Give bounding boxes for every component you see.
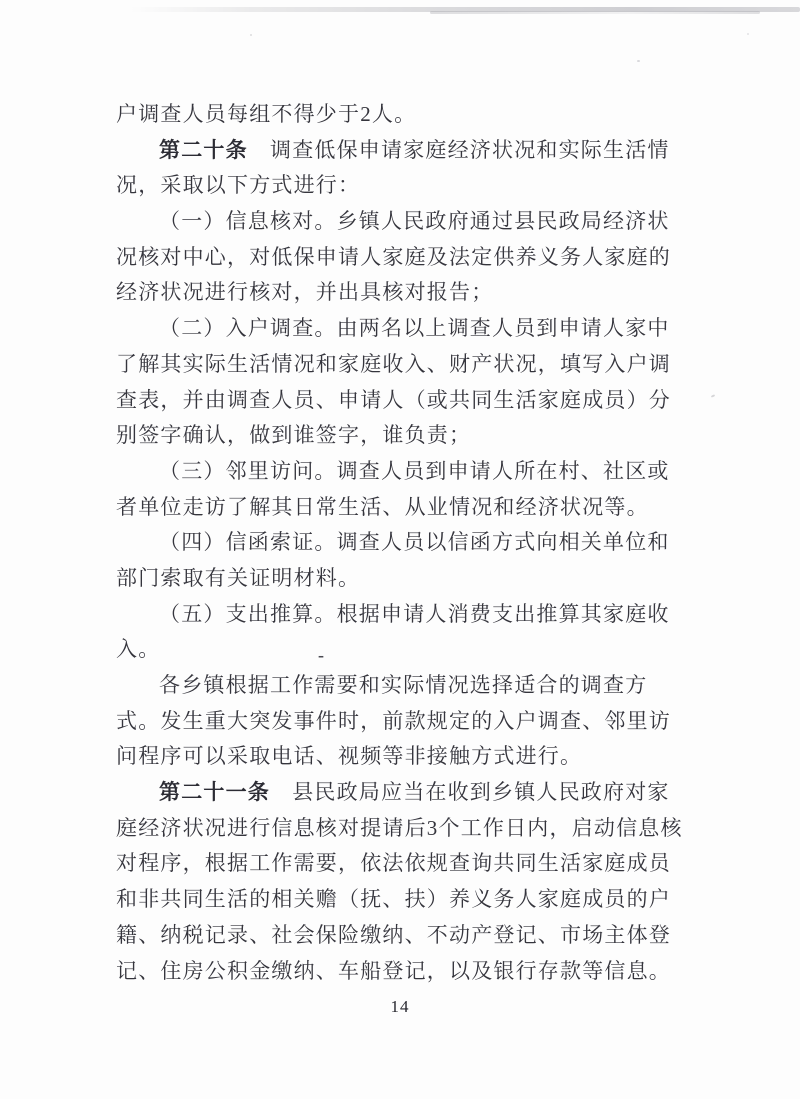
text-line: 部门索取有关证明材料。 [116, 565, 361, 590]
text-line: 问程序可以采取电话、视频等非接触方式进行。 [116, 744, 583, 769]
text-line: 各乡镇根据工作需要和实际情况选择适合的调查方 [159, 673, 648, 697]
text-line: 别签字确认，做到谁签字，谁负责； [116, 423, 472, 448]
text-line: 查表，并由调查人员、申请人（或共同生活家庭成员）分 [116, 387, 671, 412]
text-line: 况核对中心，对低保申请人家庭及法定供养义务人家庭的 [116, 244, 671, 269]
text-line: 对程序，根据工作需要，依法依规查询共同生活家庭成员 [116, 851, 671, 876]
text-line: 第二十一条 县民政局应当在收到乡镇人民政府对家 [159, 780, 670, 805]
text-line: （五）支出推算。根据申请人消费支出推算其家庭收 [159, 601, 670, 626]
page-number: 14 [390, 997, 410, 1016]
text-line: 者单位走访了解其日常生活、从业情况和经济状况等。 [116, 494, 649, 519]
text-line: 第二十条 调查低保申请家庭经济状况和实际生活情 [159, 137, 670, 162]
text-line: 籍、纳税记录、社会保险缴纳、不动产登记、市场主体登 [116, 922, 671, 947]
article-number: 第二十条 [159, 137, 248, 162]
text-line: 庭经济状况进行信息核对提请后3个工作日内，启动信息核 [116, 815, 683, 840]
text-line: （四）信函索证。调查人员以信函方式向相关单位和 [159, 530, 670, 555]
scan-edge-artifact [430, 11, 760, 14]
text-line: （一）信息核对。乡镇人民政府通过县民政局经济状 [159, 209, 670, 234]
scan-speck-artifact [747, 33, 749, 35]
text-line: 和非共同生活的相关赡（抚、扶）养义务人家庭成员的户 [116, 887, 671, 912]
scan-speck-artifact [711, 394, 715, 398]
text-line: 了解其实际生活情况和家庭收入、财产状况，填写入户调 [116, 351, 671, 376]
stray-dash-artifact: - [318, 645, 324, 665]
article-number: 第二十一条 [159, 780, 270, 805]
document-text [116, 97, 683, 989]
text-line: 户调查人员每组不得少于2人。 [116, 102, 417, 126]
text-line: 入。 [116, 637, 161, 662]
text-line: 况，采取以下方式进行： [116, 173, 361, 198]
text-line: 经济状况进行核对，并出具核对报告； [116, 280, 494, 305]
text-line: 记、住房公积金缴纳、车船登记，以及银行存款等信息。 [116, 958, 671, 983]
text-line: （二）入户调查。由两名以上调查人员到申请人家中 [159, 316, 670, 341]
text-line: （三）邻里访问。调查人员到申请人所在村、社区或 [159, 458, 670, 483]
text-line: 式。发生重大突发事件时，前款规定的入户调查、邻里访 [116, 708, 671, 733]
scan-speck-artifact [250, 34, 252, 36]
scan-speck-artifact [637, 60, 640, 62]
